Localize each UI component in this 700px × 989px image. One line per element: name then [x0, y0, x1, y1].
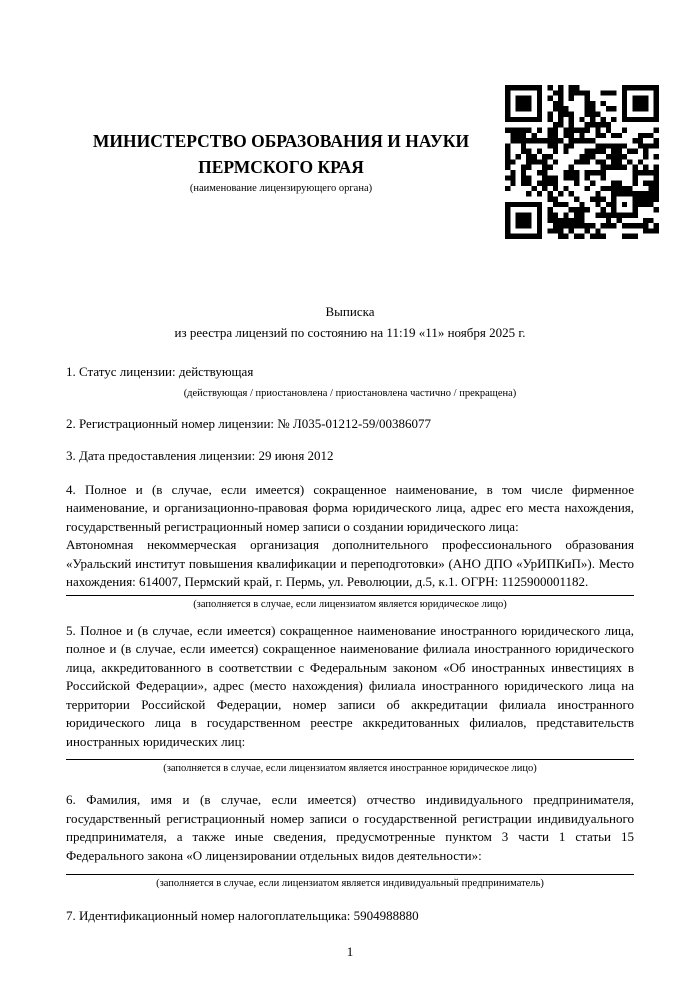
org-name-line2: ПЕРМСКОГО КРАЯ — [198, 157, 364, 177]
title-line2: из реестра лицензий по состоянию на 11:19 «11» ноября 2025 г. — [174, 325, 526, 340]
item-3-license-date: 3. Дата предоставления лицензии: 29 июня 2012 — [66, 448, 334, 463]
fill-line-legal-entity — [66, 595, 634, 596]
item-1-license-status: 1. Статус лицензии: действующая — [66, 364, 254, 379]
item-6-entrepreneur-label: 6. Фамилия, имя и (в случае, если имеется) отчество индивидуального предпринимателя, государственный регистрационный номер записи о государственной регистрации индивидуального предпринимателя, а также иные сведения, предусмотренные пунктом 3 части 1 статьи 15 Федерального закона «О лицензировании отдельных видов деятельности»: — [66, 792, 634, 863]
org-name-caption: (наименование лицензирующего органа) — [189, 183, 373, 194]
item-5-foreign-entity-label: 5. Полное и (в случае, если имеется) сокращенное наименование иностранного юридического лица, полное и (в случае, если имеется) сокращенное наименование филиала иностранного юридического лица, аккредитованного в соответствии с Федеральным законом «Об иностранных инвестициях в Российской Федерации», адрес (место нахождения) филиала иностранного юридического лица на территории Российской Федерации, номер записи об аккредитации филиала иностранного юридического лица в государственном реестре аккредитованных филиалов, представительств иностранных юридических лиц: — [66, 622, 634, 749]
item-7-taxpayer-number: 7. Идентификационный номер налогоплательщика: 5904988880 — [66, 908, 419, 923]
item-2-registration-number: 2. Регистрационный номер лицензии: № Л035-01212-59/00386077 — [66, 415, 432, 431]
item-4-legal-entity-label: 4. Полное и (в случае, если имеется) сокращенное наименование, в том числе фирменное наименование, и организационно-правовая форма юридического лица, адрес его места нахождения, государственный регистрационный номер записи о создании юридического лица: — [66, 481, 634, 534]
page-number: 1 — [346, 943, 354, 959]
fill-line-foreign-entity — [66, 759, 634, 760]
fill-line-entrepreneur — [66, 874, 634, 875]
document-title — [66, 301, 634, 343]
org-name-line1: МИНИСТЕРСТВО ОБРАЗОВАНИЯ И НАУКИ — [92, 131, 470, 151]
licensing-authority-header — [66, 128, 496, 195]
item-1-caption: (действующая / приостановлена / приостановлена частично / прекращена) — [183, 387, 517, 399]
document-content — [66, 0, 634, 961]
item-4-legal-entity-value: Автономная некоммерческая организация дополнительного профессионального образования «Уральский институт повышения квалификации и переподготовки» (АНО ДПО «УрИПКиП»). Место нахождения: 614007, Пермский край, г. Пермь, ул. Революции, д.5, к.1. ОГРН: 1125900001182. — [66, 537, 634, 589]
item-6-caption: (заполняется в случае, если лицензиатом является индивидуальный предприниматель) — [156, 878, 544, 889]
item-4-caption: (заполняется в случае, если лицензиатом является юридическое лицо) — [193, 598, 507, 610]
item-5-caption: (заполняется в случае, если лицензиатом является иностранное юридическое лицо) — [163, 763, 537, 774]
title-line1: Выписка — [325, 304, 375, 319]
